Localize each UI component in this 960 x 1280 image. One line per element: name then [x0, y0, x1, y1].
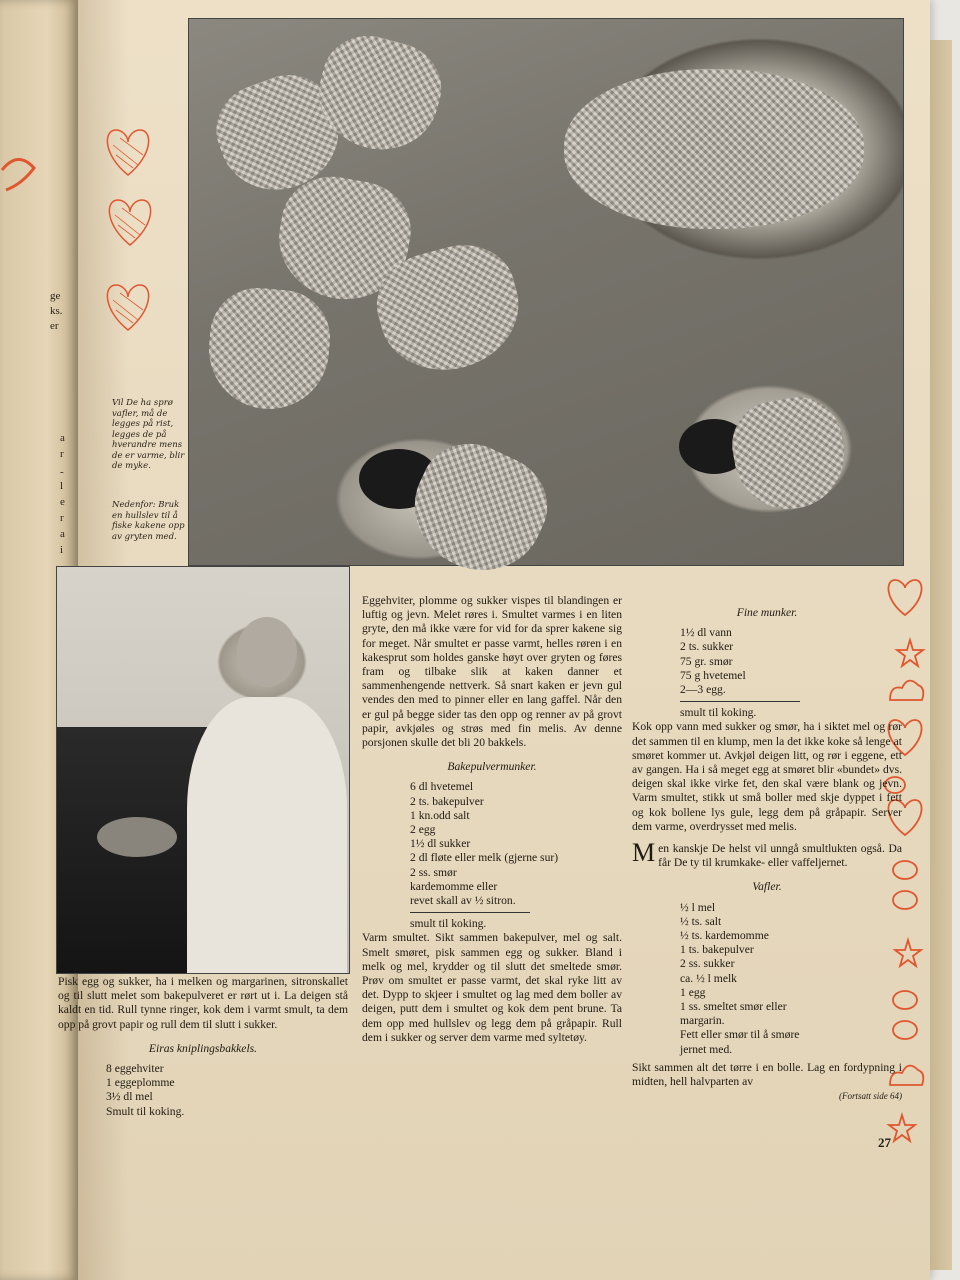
left-page-fragment: e [60, 496, 65, 508]
ingredient-item: ½ ts. kardemomme [680, 929, 769, 943]
ingredient-item: 2 ts. sukker [680, 640, 734, 654]
waffle-photo [188, 18, 904, 566]
continued-note: (Fortsatt side 64) [839, 1091, 902, 1102]
page-number: 27 [878, 1135, 891, 1150]
left-page-fragment: ge [50, 290, 61, 302]
ingredient-item: 75 gr. smør [680, 654, 733, 668]
ingredient-item: revet skall av ½ sitron. [410, 894, 516, 908]
ingredient-item: ca. ½ l melk [680, 971, 737, 985]
vafler-intro-paragraph: Men kanskje De helst vil unngå smultlukten også. Da får De ty til krumkake- eller vaffeljernet. [632, 838, 902, 870]
ingredient-list [632, 901, 902, 1057]
ingredient-item: 1 ss. smeltet smør eller [680, 1000, 787, 1014]
recipe-column-2 [362, 594, 622, 1045]
krumkake-method-text: Pisk egg og sukker, ha i melken og margarinen, sitronskallet og til slutt melet som bakepulveret er rørt ut i. La deigen stå kaldt en tid. Rull tynne ringer, kok dem i varmt smult, ta dem opp på grovt papir og rull dem til slutt i sukker. [58, 975, 348, 1031]
ingredient-item: jernet med. [680, 1042, 733, 1056]
ingredient-item: 2 ss. smør [410, 865, 457, 879]
ingredient-item: 2 ss. sukker [680, 957, 735, 971]
page-edge-stack [930, 40, 952, 1270]
ingredient-item: 1½ dl vann [680, 626, 732, 640]
red-swash-decoration [0, 140, 40, 200]
recipe-column-1 [58, 975, 348, 1119]
left-page-fragment: a [60, 432, 65, 444]
left-page-fragment: l [60, 480, 64, 492]
ingredient-item: ½ ts. salt [680, 914, 722, 928]
divider [410, 912, 530, 913]
ingredient-item: 2 egg [410, 823, 436, 837]
heart-icon [109, 200, 150, 245]
left-page-fragment: a [60, 528, 65, 540]
left-page-fragment: er [50, 320, 59, 332]
photo-caption-bottom: Nedenfor: Bruk en hullslev til å fiske kakene opp av gryten med. [112, 500, 185, 542]
heart-icons-left [98, 120, 158, 350]
ingredient-item: 1 egg [680, 985, 706, 999]
ingredient-item: 8 eggehviter [106, 1062, 164, 1076]
ingredient-item: 1 kn.odd salt [410, 808, 470, 822]
star-icon [889, 1115, 915, 1141]
recipe-heading-bakepulvermunker: Bakepulvermunker. [447, 760, 537, 774]
kniplingsbakkels-method-text: Eggehviter, plomme og sukker vispes til blandingen er luftig og jevn. Melet røres i. Smultet varmes i en liten gryte, den må ikke være for vid for da sprer kakene sig for meget. Når smultet er passe varmt, helles røren i en kakesprut som holdes ganske høyt over gryten og føres fram og tilbake slik at kaken danner et sammenhengende nettverk. Så snart kaken er jevn gul vendes den med to pinner eller en lang gaffel. Når den er gul på begge sider tas den opp og renner av på grovt papir, avkjøles og strøs med fin melis. Av denne porsjonen skulle det bli 20 bakkels. [362, 594, 622, 750]
ingredient-list [362, 780, 622, 908]
ingredient-item: 1½ dl sukker [410, 837, 471, 851]
bakepulvermunker-method-text: Varm smultet. Sikt sammen bakepulver, mel og salt. Smelt smøret, pisk sammen egg og sukker. Bland i melk og mel, krydder og til slutt det smeltede smør. Prøv om smultet er passe varmt, det skal ryke litt av det. Dypp to skjeer i smultet og lag med dem boller av deigen, putt dem i smultet og kok dem pent brune. Ta dem opp med hullslev og legg dem på gråpapir. Rull dem i sukker og server dem varme med syltetøy. [362, 931, 622, 1044]
ingredient-item: 1 ts. bakepulver [680, 943, 754, 957]
ingredient-item: 3½ dl mel [106, 1090, 153, 1104]
recipe-heading-fine-munker: Fine munker. [736, 606, 798, 619]
dropcap: M [632, 838, 656, 868]
ingredient-item: Fett eller smør til å smøre [680, 1028, 800, 1042]
left-page-fragment: - [60, 466, 64, 478]
recipe-heading-vafler: Vafler. [752, 880, 782, 894]
recipe-heading-kniplingsbakkels: Eiras kniplingsbakkels. [148, 1041, 258, 1055]
ingredient-item: 2 ts. bakepulver [410, 794, 484, 808]
woman-cooking-photo [56, 566, 350, 974]
left-page-fragment: r [60, 512, 64, 524]
left-page-fragment: i [60, 544, 64, 556]
divider [680, 701, 800, 702]
heart-icon [107, 285, 148, 330]
ingredient-item: kardemomme eller [410, 879, 498, 893]
fine-munker-method-text: Kok opp vann med sukker og smør, ha i siktet mel og rør det sammen til en klump, men la det ikke koke så lenge at smøret kommer ut. Avkjøl deigen litt, og rør i eggene, ett av gangen. Ha i så meget egg at smøret blir «bundet» dvs. deigen skal ikke virke fet, den skal være blank og jevn. Varm smultet, stikk ut små boller med skje dyppet i fett og kok bollene lys gule, legg dem på gråpapir. Server dem varme, overdrysset med melis. [632, 720, 902, 833]
ingredient-item: 6 dl hvetemel [410, 780, 474, 794]
ingredient-item: 1 eggeplomme [106, 1076, 175, 1090]
photo-caption-top: Vil De ha sprø vafler, må de legges på rist, legges de på hverandre mens de er varme, blir de myke. [112, 398, 185, 471]
ingredient-item: 75 g hvetemel [680, 668, 746, 682]
vafler-method-text: Sikt sammen alt det tørre i en bolle. Lag en fordypning i midten, hell halvparten av [632, 1060, 902, 1089]
ingredient-list [58, 1062, 348, 1119]
recipe-column-3 [632, 594, 902, 1104]
ingredient-item: 2 dl fløte eller melk (gjerne sur) [410, 851, 559, 865]
ingredient-item: Smult til koking. [106, 1104, 185, 1118]
left-page-fragment: ks. [50, 305, 63, 317]
ingredient-item: 2—3 egg. [680, 683, 726, 697]
ingredient-item: margarin. [680, 1014, 725, 1028]
ingredient-list [632, 626, 902, 697]
ingredient-note: smult til koking. [680, 706, 757, 720]
ingredient-item: ½ l mel [680, 900, 716, 914]
heart-icon [107, 130, 148, 175]
left-page-fragment: r [60, 448, 64, 460]
ingredient-note: smult til koking. [410, 917, 487, 931]
